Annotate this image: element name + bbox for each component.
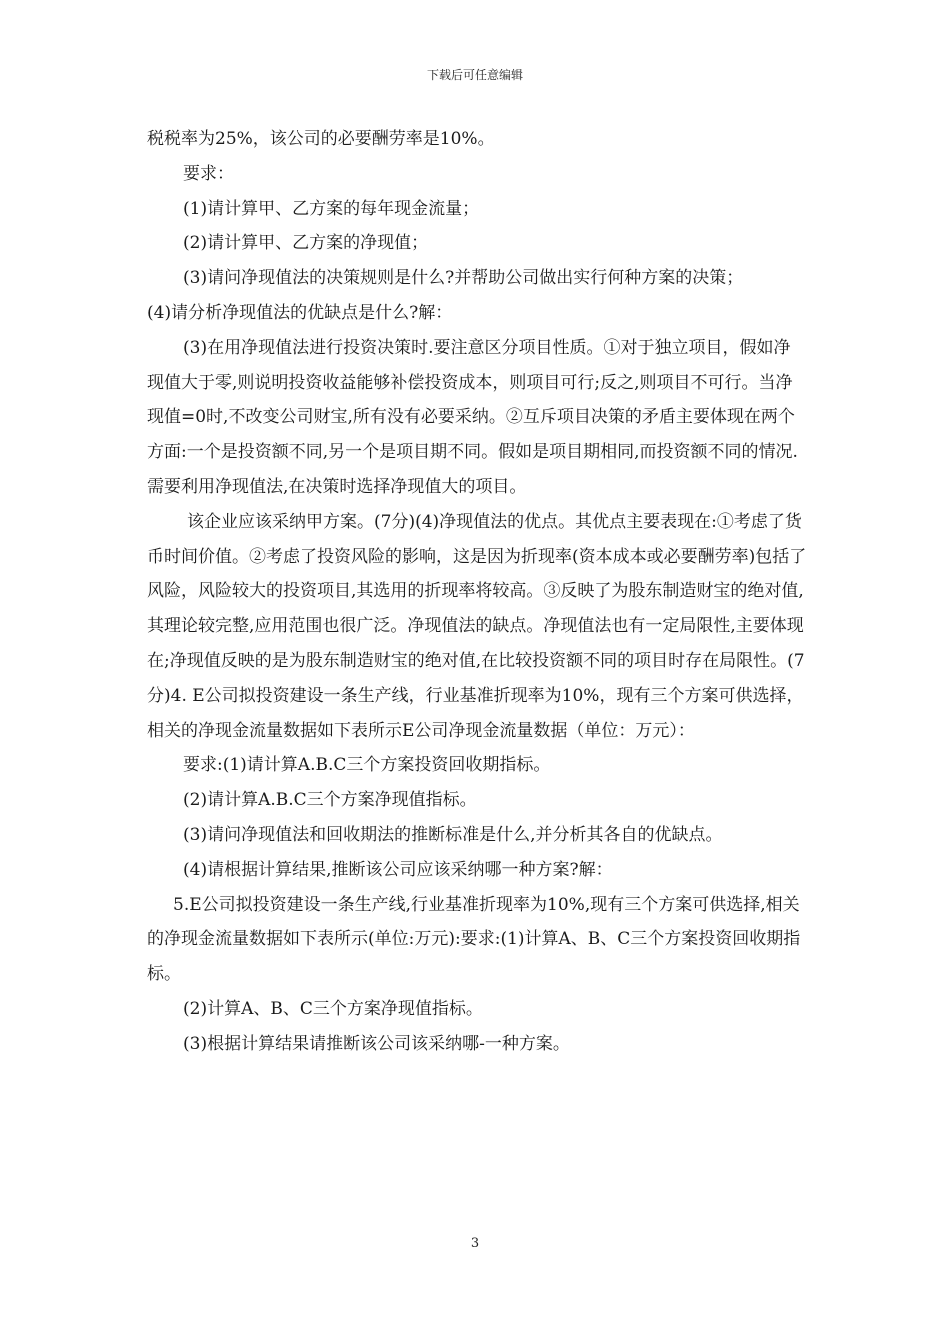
paragraph-12: (4)请根据计算结果,推断该公司应该采纳哪一种方案?解：: [183, 859, 613, 880]
paragraph-9: 要求:(1)请计算A.B.C三个方案投资回收期指标。: [183, 755, 551, 776]
paragraph-6: (4)请分析净现值法的优缺点是什么?解：: [147, 302, 453, 323]
paragraph-15: (3)根据计算结果请推断该公司该采纳哪-一种方案。: [183, 1033, 570, 1054]
paragraph-8: 该企业应该采纳甲方案。(7分)(4)净现值法的优点。其优点主要表现在:①考虑了货币时间价值。②考虑了投资风险的影响，这是因为折现率(资本成本或必要酬劳率)包括了风险，风险较大的投资项目,其选用的折现率将较高。③反映了为股东制造财宝的绝对值,其理论较完整,应用范围也很广泛。净现值法的缺点。净现值法也有一定局限性,主要体现在;净现值反映的是为股东制造财宝的绝对值,在比较投资额不同的项目时存在局限性。(7分)4. E公司拟投资建设一条生产线，行业基准折现率为10%，现有三个方案可供选择，相关的净现金流量数据如下表所示E公司净现金流量数据（单位：万元）：: [147, 511, 807, 741]
page-header: 下载后可任意编辑: [426, 68, 523, 82]
paragraph-3: (1)请计算甲、乙方案的每年现金流量；: [183, 198, 480, 219]
paragraph-11: (3)请问净现值法和回收期法的推断标准是什么,并分析其各自的优缺点。: [183, 824, 723, 845]
paragraph-5: (3)请问净现值法的决策规则是什么?并帮助公司做出实行何种方案的决策；: [183, 268, 744, 289]
paragraph-1: 税税率为25%，该公司的必要酬劳率是10%。: [147, 129, 495, 149]
paragraph-7: (3)在用净现值法进行投资决策时.要注意区分项目性质。①对于独立项目，假如净现值大于零,则说明投资收益能够补偿投资成本，则项目可行;反之,则项目不可行。当净现值=0时,不改变公司财宝,所有没有必要采纳。②互斥项目决策的矛盾主要体现在两个方面:一个是投资额不同,另一个是项目期不同。假如是项目期相同,而投资额不同的情况.需要利用净现值法,在决策时选择净现值大的项目。: [147, 337, 798, 497]
paragraph-10: (2)请计算A.B.C三个方案净现值指标。: [183, 790, 477, 811]
page-number: 3: [470, 1236, 480, 1251]
paragraph-2: 要求：: [183, 163, 234, 184]
paragraph-4: (2)请计算甲、乙方案的净现值；: [183, 233, 429, 254]
document-body: [147, 122, 807, 1062]
paragraph-14: (2)计算A、B、C三个方案净现值指标。: [183, 998, 483, 1019]
paragraph-13: 5.E公司拟投资建设一条生产线,行业基准折现率为10%,现有三个方案可供选择,相关的净现金流量数据如下表所示(单位:万元):要求:(1)计算A、B、C三个方案投资回收期指标。: [147, 894, 801, 985]
